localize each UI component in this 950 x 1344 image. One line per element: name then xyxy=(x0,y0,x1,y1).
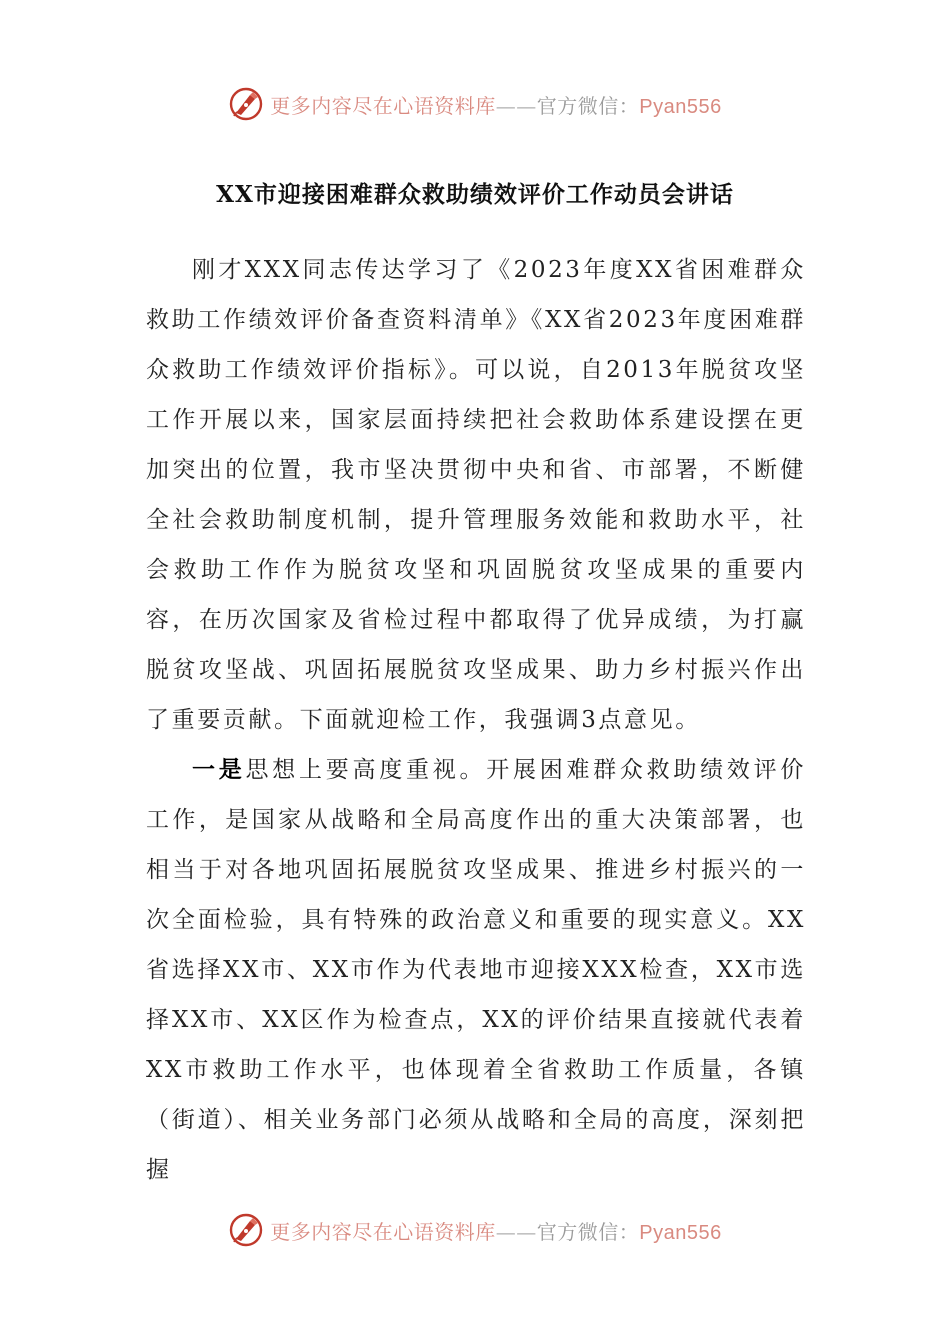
paragraph-2 xyxy=(146,745,806,1195)
document-title: XX市迎接困难群众救助绩效评价工作动员会讲话 xyxy=(216,181,734,208)
pen-nib-logo-icon xyxy=(228,1212,264,1248)
watermark-official-label: 官方微信： xyxy=(536,93,640,118)
document-body xyxy=(146,245,806,1195)
watermark-text xyxy=(270,90,721,119)
watermark-brand: 更多内容尽在心语资料库 xyxy=(270,93,496,118)
watermark-text xyxy=(270,1216,721,1245)
watermark-brand: 更多内容尽在心语资料库 xyxy=(270,1219,496,1244)
watermark-official-label: 官方微信： xyxy=(536,1219,640,1244)
paragraph-lead: 一是 xyxy=(192,756,246,783)
watermark-wechat-id: Pyan556 xyxy=(639,95,722,118)
watermark-separator: —— xyxy=(495,1219,537,1244)
watermark-banner-top xyxy=(0,82,950,126)
paragraph-1 xyxy=(146,245,806,745)
watermark-wechat-id: Pyan556 xyxy=(639,1221,722,1244)
paragraph-text: 刚才XXX同志传达学习了《2023年度XX省困难群众救助工作绩效评价备查资料清单》《XX省2023年度困难群众救助工作绩效评价指标》。可以说，自2013年脱贫攻坚工作开展以来，国家层面持续把社会救助体系建设摆在更加突出的位置，我市坚决贯彻中央和省、市部署，不断健全社会救助制度机制，提升管理服务效能和救助水平，社会救助工作作为脱贫攻坚和巩固脱贫攻坚成果的重要内容，在历次国家及省检过程中都取得了优异成绩，为打赢脱贫攻坚战、巩固拓展脱贫攻坚成果、助力乡村振兴作出了重要贡献。下面就迎检工作，我强调3点意见。 xyxy=(146,257,806,733)
watermark-separator: —— xyxy=(495,93,537,118)
watermark-banner-bottom xyxy=(0,1208,950,1252)
paragraph-text: 思想上要高度重视。开展困难群众救助绩效评价工作，是国家从战略和全局高度作出的重大决策部署，也相当于对各地巩固拓展脱贫攻坚成果、推进乡村振兴的一次全面检验，具有特殊的政治意义和重要的现实意义。XX省选择XX市、XX市作为代表地市迎接XXX检查，XX市选择XX市、XX区作为检查点，XX的评价结果直接就代表着XX市救助工作水平，也体现着全省救助工作质量，各镇（街道）、相关业务部门必须从战略和全局的高度，深刻把握 xyxy=(146,757,806,1183)
pen-nib-logo-icon xyxy=(228,86,264,122)
